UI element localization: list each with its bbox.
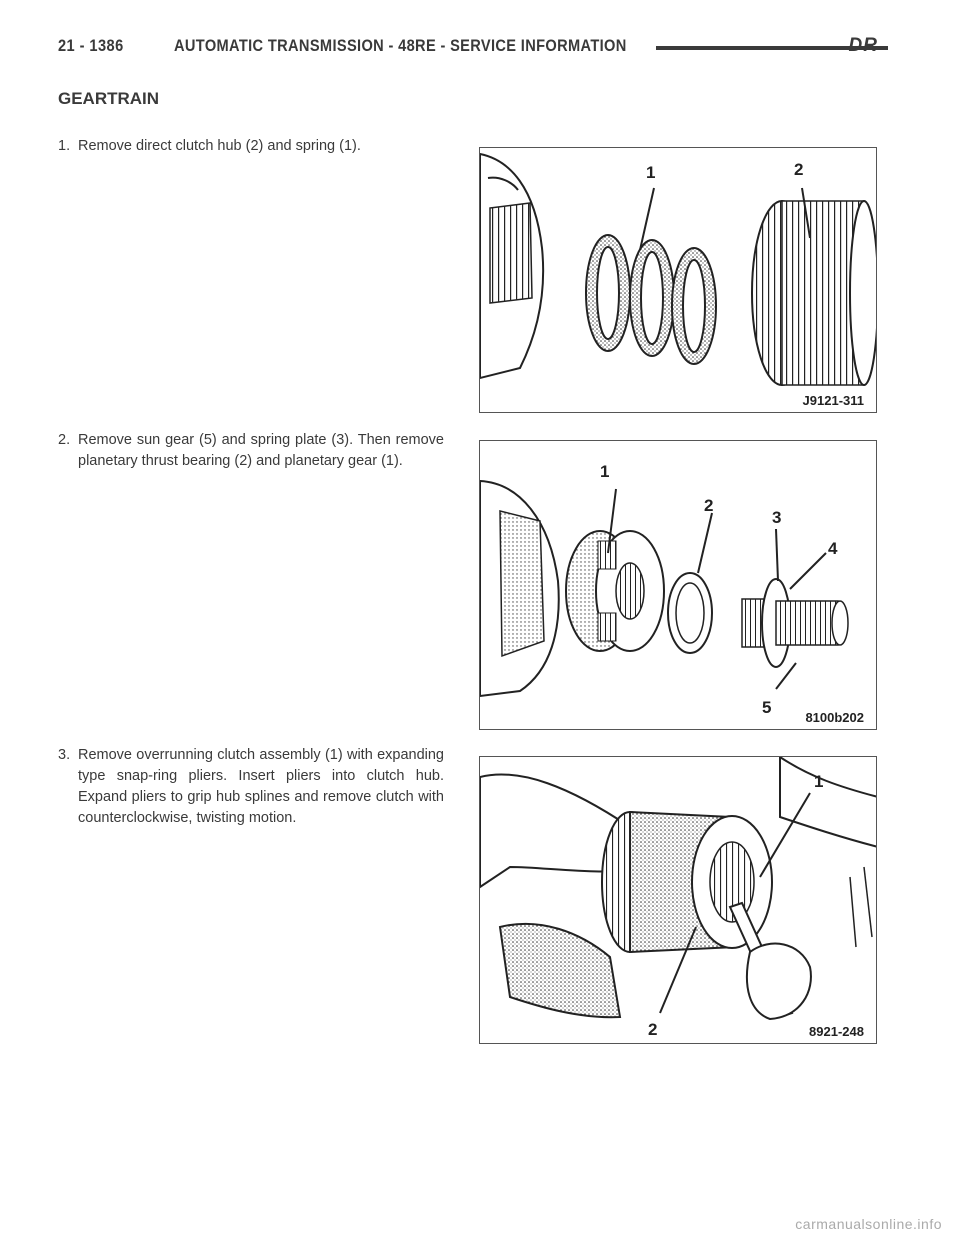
callout-1: 1 <box>814 772 824 791</box>
callout-5: 5 <box>762 698 772 717</box>
figure-code: 8100b202 <box>805 710 864 725</box>
step-1 <box>58 136 444 157</box>
figure-sun-gear-planetary <box>479 440 877 730</box>
step-text: Remove sun gear (5) and spring plate (3). Then remove planetary thrust bearing (2) and planetary gear (1). <box>78 432 444 469</box>
figure-illustration <box>480 148 877 413</box>
figure-clutch-hub-spring <box>479 147 877 413</box>
step-text: Remove overrunning clutch assembly (1) with expanding type snap-ring pliers. Insert pliers into clutch hub. Expand pliers to grip hub splines and remove clutch with counterclockwise, twisting motion. <box>78 747 444 826</box>
step-number: 1. <box>58 138 71 154</box>
callout-2: 2 <box>704 496 714 515</box>
callout-3: 3 <box>772 508 782 527</box>
page-header <box>58 36 878 66</box>
callout-2: 2 <box>794 160 804 179</box>
figure-code: 8921-248 <box>809 1024 864 1039</box>
callout-1: 1 <box>600 462 610 481</box>
section-title: GEARTRAIN <box>58 89 160 108</box>
callout-4: 4 <box>828 539 838 558</box>
figure-illustration <box>480 441 877 730</box>
page-number: 21 - 1386 <box>58 36 124 55</box>
step-text: Remove direct clutch hub (2) and spring (1). <box>78 138 361 154</box>
callout-1: 1 <box>646 163 656 182</box>
step-number: 2. <box>58 432 71 448</box>
figure-illustration <box>480 757 877 1044</box>
model-code: DR <box>848 35 878 56</box>
watermark: carmanualsonline.info <box>795 1216 942 1232</box>
figure-code: J9121-311 <box>802 393 864 408</box>
step-number: 3. <box>58 747 71 763</box>
header-title: AUTOMATIC TRANSMISSION - 48RE - SERVICE INFORMATION <box>174 36 627 55</box>
step-3 <box>58 745 444 829</box>
step-2 <box>58 430 444 472</box>
callout-2: 2 <box>648 1020 658 1039</box>
figure-overrunning-clutch <box>479 756 877 1044</box>
